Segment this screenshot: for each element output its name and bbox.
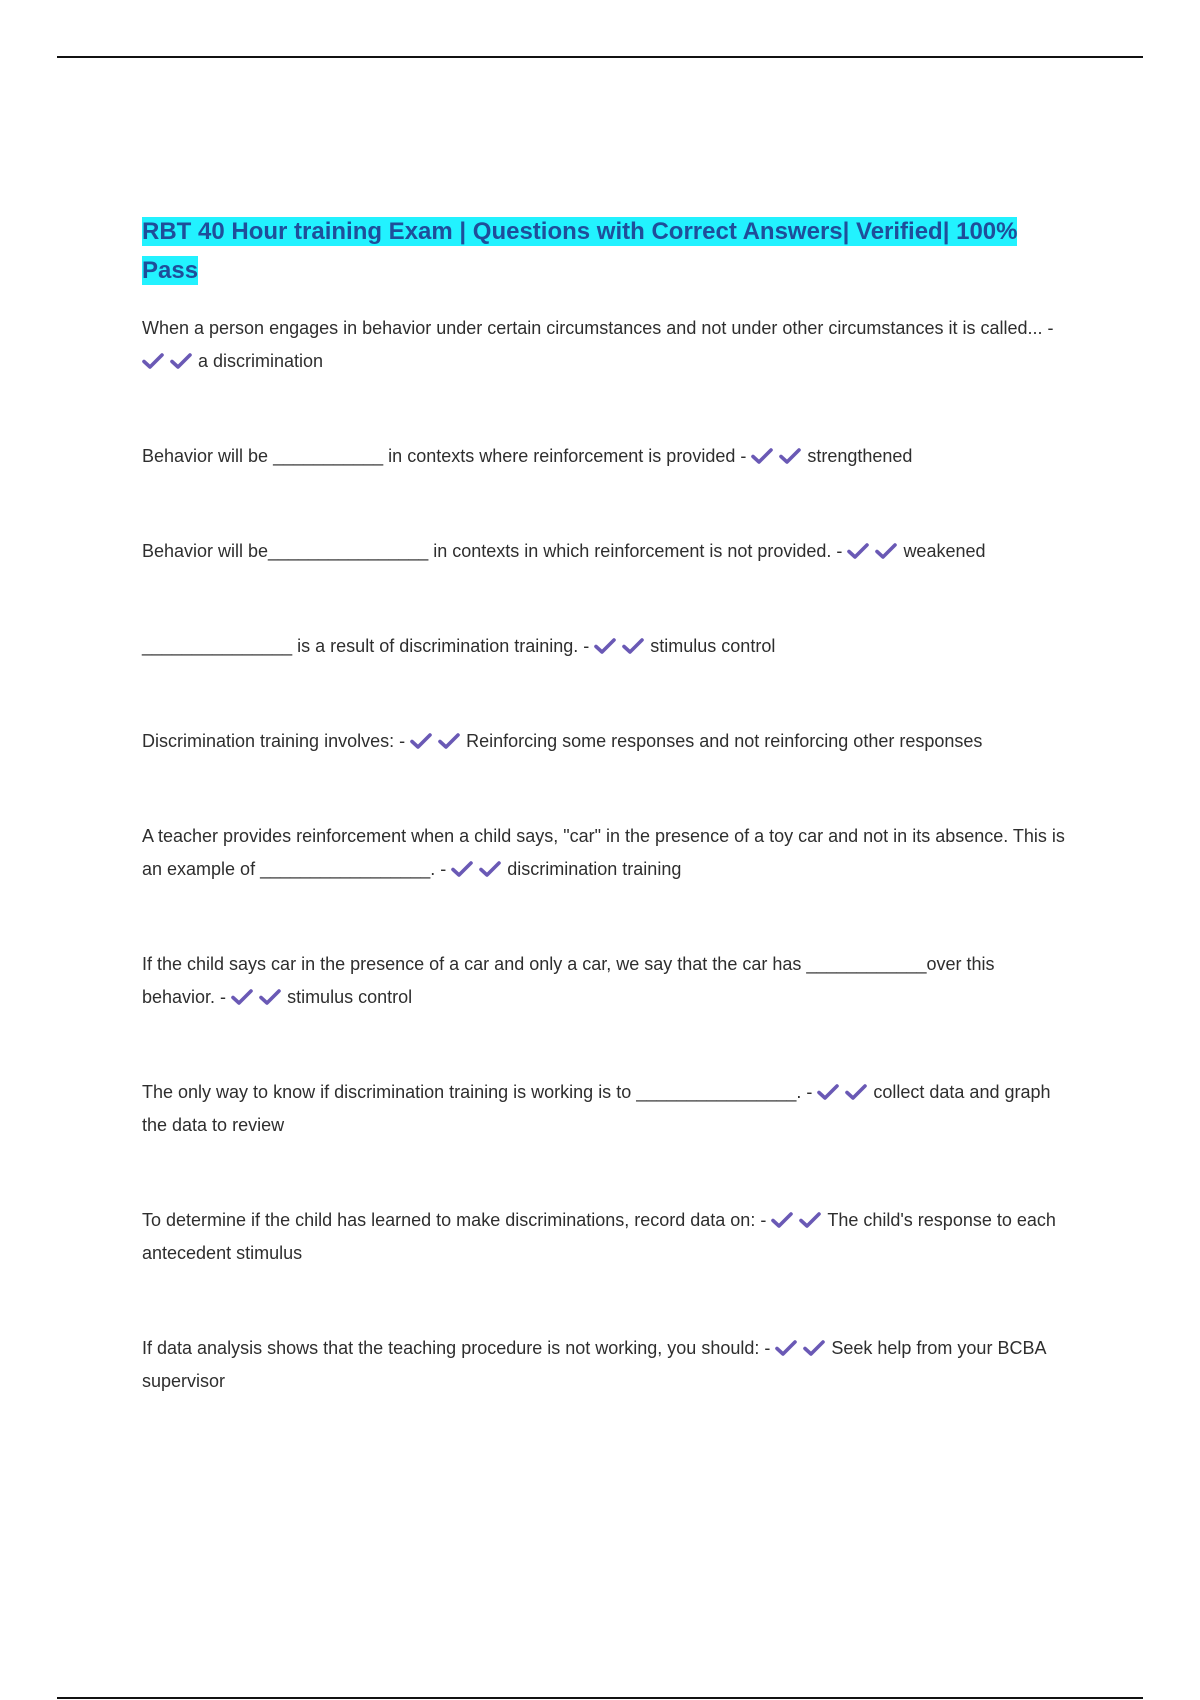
check-icon — [817, 1083, 839, 1101]
qa-item — [142, 725, 1072, 758]
bottom-rule — [57, 1697, 1143, 1699]
qa-item — [142, 1332, 1072, 1398]
check-icon — [438, 732, 460, 750]
check-icon — [410, 732, 432, 750]
qa-item — [142, 440, 1072, 473]
qa-item — [142, 1076, 1072, 1142]
answer-text: collect data and graph the data to review — [142, 1082, 1051, 1135]
answer-text: The child's response to each antecedent stimulus — [142, 1210, 1056, 1263]
qa-list — [142, 312, 1072, 1398]
qa-item — [142, 948, 1072, 1014]
qa-item — [142, 535, 1072, 568]
question-text: The only way to know if discrimination training is working is to ________________. - — [142, 1082, 818, 1102]
answer-text: strengthened — [807, 446, 913, 466]
check-icon — [142, 352, 164, 370]
question-text: When a person engages in behavior under certain circumstances and not under other circumstances it is called... - — [142, 318, 1054, 338]
question-text: If data analysis shows that the teaching procedure is not working, you should: - — [142, 1338, 776, 1358]
check-icon — [775, 1339, 797, 1357]
answer-text: stimulus control — [650, 636, 776, 656]
question-text: _______________ is a result of discrimination training. - — [142, 636, 595, 656]
check-icon — [803, 1339, 825, 1357]
qa-item — [142, 312, 1072, 378]
check-icon — [259, 988, 281, 1006]
question-text: To determine if the child has learned to make discriminations, record data on: - — [142, 1210, 772, 1230]
check-icon — [799, 1211, 821, 1229]
qa-item — [142, 1204, 1072, 1270]
answer-text: a discrimination — [198, 351, 324, 371]
answer-text: discrimination training — [507, 859, 682, 879]
qa-item — [142, 820, 1072, 886]
qa-item — [142, 630, 1072, 663]
check-icon — [622, 637, 644, 655]
check-icon — [847, 542, 869, 560]
question-text: Discrimination training involves: - — [142, 731, 411, 751]
question-text: Behavior will be ___________ in contexts where reinforcement is provided - — [142, 446, 752, 466]
check-icon — [231, 988, 253, 1006]
check-icon — [751, 447, 773, 465]
check-icon — [779, 447, 801, 465]
check-icon — [771, 1211, 793, 1229]
question-text: A teacher provides reinforcement when a child says, "car" in the presence of a toy car and not in its absence. This is an example of _________________. - — [142, 826, 1065, 879]
document-title: RBT 40 Hour training Exam | Questions with Correct Answers| Verified| 100% Pass — [142, 218, 1018, 284]
answer-text: stimulus control — [287, 987, 413, 1007]
answer-text: Reinforcing some responses and not reinforcing other responses — [466, 731, 983, 751]
check-icon — [845, 1083, 867, 1101]
answer-text: weakened — [903, 541, 986, 561]
check-icon — [875, 542, 897, 560]
question-text: Behavior will be________________ in contexts in which reinforcement is not provided. - — [142, 541, 848, 561]
top-rule — [57, 56, 1143, 58]
check-icon — [170, 352, 192, 370]
check-icon — [479, 860, 501, 878]
question-text: If the child says car in the presence of a car and only a car, we say that the car has ____________over this behavior. - — [142, 954, 995, 1007]
check-icon — [451, 860, 473, 878]
document-body — [142, 212, 1072, 1460]
check-icon — [594, 637, 616, 655]
answer-text: Seek help from your BCBA supervisor — [142, 1338, 1046, 1391]
